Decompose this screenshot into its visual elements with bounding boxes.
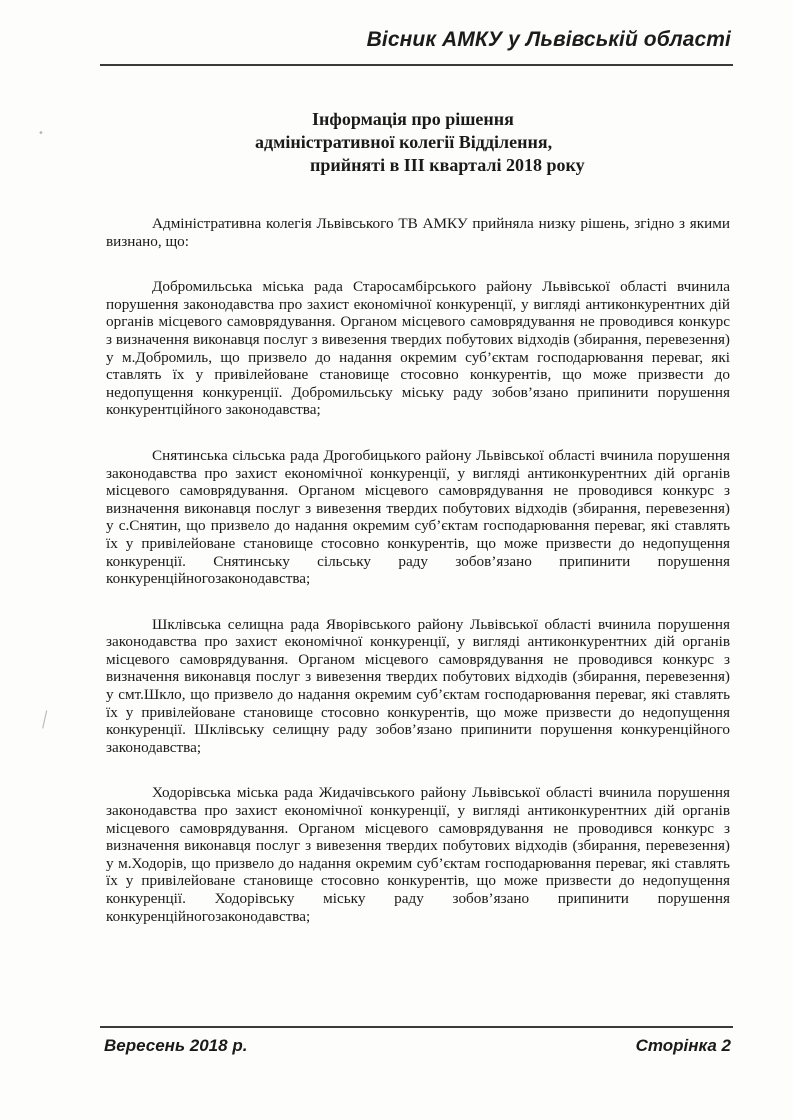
footer-date: Вересень 2018 р.: [104, 1036, 248, 1055]
document-title: [100, 108, 733, 177]
scan-speck: ╲: [35, 711, 53, 729]
footer-page-number: Сторінка 2: [635, 1036, 731, 1055]
title-line-1: Інформація про рішення: [312, 109, 514, 129]
scan-speck: •: [38, 128, 44, 139]
title-line-3: прийняті в ІІІ кварталі 2018 року: [310, 155, 585, 175]
header-divider: [100, 64, 733, 66]
decision-paragraph-khodoriv: Ходорівська міська рада Жидачівського району Львівської області вчинила порушення законодавства про захист економічної конкуренції, у вигляді антиконкурентних дій органів місцевого самоврядування. Органом місцевого самоврядування не проводився конкурс з визначення виконавця послуг з вивезення твердих побутових відходів (збирання, перевезення) у м.Ходорів, що призвело до надання окремим суб’єктам господарювання переваг, які ставлять їх у привілейоване становище стосовно конкурентів, що може призвести до недопущення конкуренції. Ходорівську міську раду зобов’язано припинити порушення конкуренційногозаконодавства;: [106, 784, 730, 925]
footer-divider: [100, 1026, 733, 1028]
running-header-title: Вісник АМКУ у Львівській області: [366, 28, 731, 51]
document-body: [106, 215, 730, 953]
title-line-2: адміністративної колегії Відділення,: [255, 132, 553, 152]
decision-paragraph-snyatyn: Снятинська сільська рада Дрогобицького району Львівської області вчинила порушення законодавства про захист економічної конкуренції, у вигляді антиконкурентних дій органів місцевого самоврядування. Органом місцевого самоврядування не проводився конкурс з визначення виконавця послуг з вивезення твердих побутових відходів (збирання, перевезення) у с.Снятин, що призвело до надання окремим суб’єктам господарювання переваг, які ставлять їх у привілейоване становище стосовно конкурентів, що може призвести до недопущення конкуренції. Снятинську сільську раду зобов’язано припинити порушення конкуренційногозаконодавства;: [106, 446, 730, 588]
decision-paragraph-shklo: Шклівська селищна рада Яворівського району Львівської області вчинила порушення законодавства про захист економічної конкуренції, у вигляді антиконкурентних дій органів місцевого самоврядування. Органом місцевого самоврядування не проводився конкурс з визначення виконавця послуг з вивезення твердих побутових відходів (збирання, перевезення) у смт.Шкло, що призвело до надання окремим суб’єктам господарювання переваг, які ставлять їх у привілейоване становище стосовно конкурентів, що може призвести до недопущення конкуренції. Шклівську селищну раду зобов’язано припинити порушення конкуренційного законодавства;: [106, 615, 730, 756]
decision-paragraph-dobromyl: Добромильська міська рада Старосамбірського району Львівської області вчинила порушення законодавства про захист економічної конкуренції, у вигляді антиконкурентних дій органів місцевого самоврядування. Органом місцевого самоврядування не проводився конкурс з визначення виконавця послуг з вивезення твердих побутових відходів (збирання, перевезення) у м.Добромиль, що призвело до надання окремим суб’єктам господарювання переваг, які ставлять їх у привілейоване становище стосовно конкурентів, що може призвести до недопущення конкуренції. Добромильську міську раду зобов’язано припинити порушення конкурентційного законодавства;: [106, 278, 730, 419]
intro-paragraph: Адміністративна колегія Львівського ТВ АМКУ прийняла низку рішень, згідно з якими визнано, що:: [106, 215, 730, 250]
